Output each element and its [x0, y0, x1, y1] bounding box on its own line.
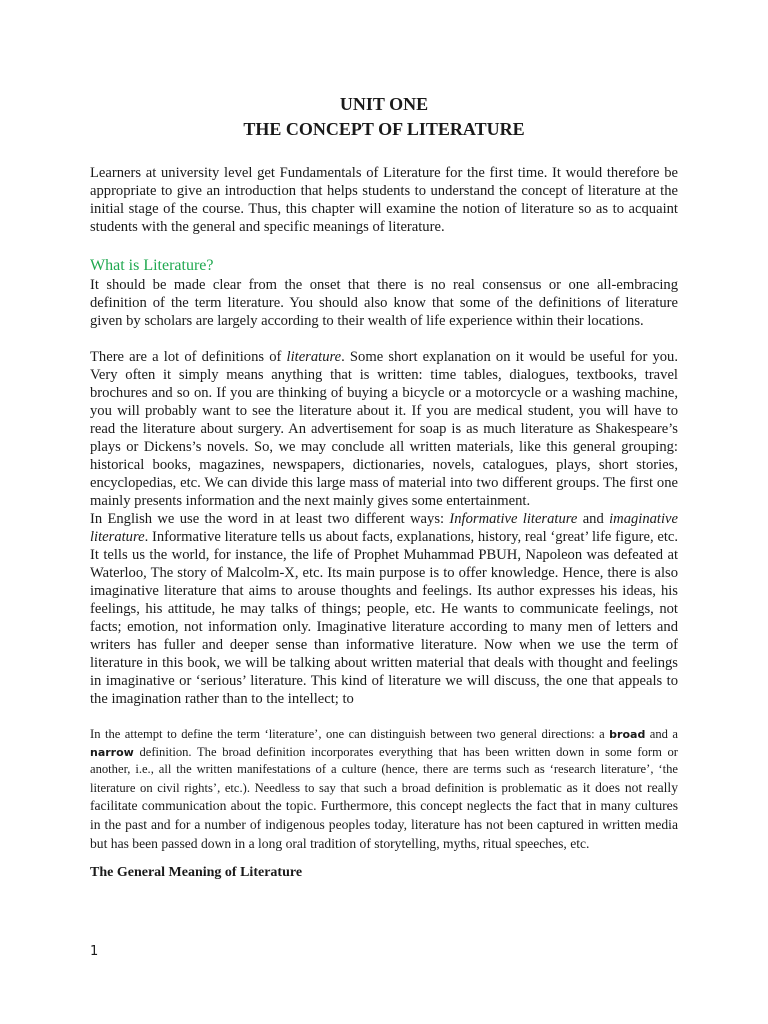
text-run: There are a lot of definitions of	[90, 349, 287, 365]
page-number: 1	[90, 944, 99, 959]
emphasis-imaginative: imaginative literature	[90, 511, 678, 545]
broad-narrow-paragraph	[90, 726, 678, 853]
text-run: In English we use the word in at least two different ways:	[90, 511, 450, 527]
text-run: . Some short explanation on it would be useful for you. Very often it simply means anything that is written: time tables, dialogues, textbooks, travel brochures and so on. If you are thinking of buying a bicycle or a motorcycle or a washing machine, you will probably want to see the literature about it. If you are medical student, you will have to read the literature about surgery. An advertisement for soap is as much literature as Shakespeare’s plays or Dickens’s novels. So, we may conclude all written materials, like this general grouping: historical books, magazines, newspapers, dictionaries, novels, catalogues, plays, short stories, encyclopedias, etc. We can divide this large mass of material into two different groups. The first one mainly presents information and the next mainly gives some entertainment.	[90, 349, 678, 509]
document-page	[90, 92, 678, 881]
consensus-paragraph: It should be made clear from the onset that there is no real consensus or one all-embracing definition of the term literature. You should also know that some of the definitions of literature given by scholars are largely according to their wealth of life experience within their locations.	[90, 277, 678, 329]
text-run: as it does not really facilitate communication about the topic. Furthermore, this concept neglects the fact that in many cultures in the past and for a number of indigenous peoples today, literature has not been captured in written media but has been passed down in a long oral tradition of storytelling, myths, ritual speeches, etc.	[90, 779, 678, 851]
text-run: and	[577, 511, 610, 527]
term-broad: broad	[609, 728, 646, 741]
emphasis-literature: literature	[286, 349, 342, 365]
text-run: and a	[645, 727, 679, 741]
emphasis-informative: Informative literature	[449, 511, 578, 527]
two-ways-paragraph	[90, 510, 678, 708]
term-narrow: narrow	[90, 745, 134, 759]
unit-label: UNIT ONE	[339, 94, 429, 114]
chapter-title: THE CONCEPT OF LITERATURE	[243, 119, 525, 139]
text-run: . Informative literature tells us about facts, explanations, history, real ‘great’ life figure, etc. It tells us the world, for instance, the life of Prophet Muhammad PBUH, Napoleon was defeated at Waterloo, The story of Malcolm-X, etc. Its main purpose is to offer knowledge. Hence, there is also imaginative literature that aims to arouse thoughts and feelings. Its author expresses his ideas, his feelings, his attitude, he may talks of things; people, etc. He wants to communicate feelings, not facts; emotion, not information only. Imaginative literature according to many men of letters and writers has fuller and deeper sense than informative literature. Now when we use the term of literature in this book, we will be talking about written material that deals with thought and feelings in imaginative or ‘serious’ literature. This kind of literature we will discuss, the one that appeals to the imagination rather than to the intellect; to	[90, 529, 678, 707]
section-heading-what-is-literature: What is Literature?	[90, 257, 214, 274]
text-run: In the attempt to define the term ‘literature’, one can distinguish between two general directions: a	[90, 727, 610, 741]
subheading-general-meaning: The General Meaning of Literature	[90, 865, 303, 881]
text-run: definition. The broad definition incorporates everything that has been written down in some form or another, i.e., all the written manifestations of a culture (hence, there are terms such as ‘research literature’, ‘the literature on civil rights’, etc.). Needless to say that such a broad definition is problematic	[90, 744, 678, 795]
intro-paragraph: Learners at university level get Fundamentals of Literature for the first time. It would therefore be appropriate to give an introduction that helps students to understand the concept of literature at the initial stage of the course. Thus, this chapter will examine the notion of literature so as to acquaint students with the general and specific meanings of literature.	[90, 165, 678, 235]
definitions-paragraph	[90, 348, 678, 510]
